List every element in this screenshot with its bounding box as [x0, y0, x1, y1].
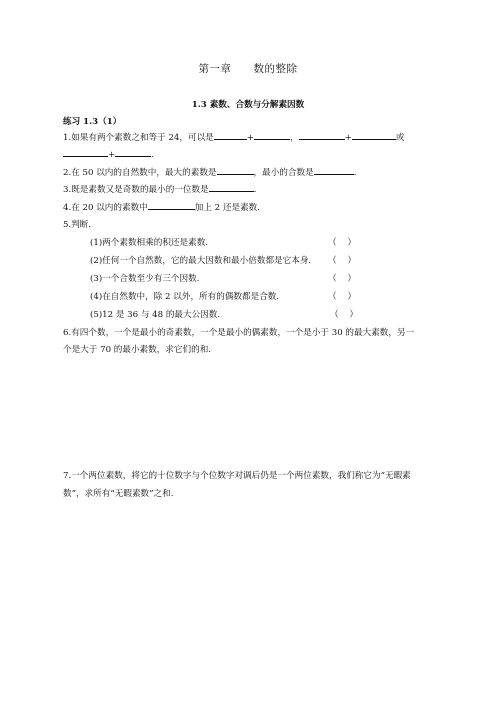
q2-blank-2[interactable]: [314, 166, 354, 175]
q1-plus-1: +: [246, 133, 254, 143]
judge-item-3: (3)一个合数至少有三个因数.: [90, 274, 200, 284]
q4-text-a: 4.在 20 以内的素数中: [63, 203, 148, 213]
judge-item-4: (4)在自然数中，除 2 以外，所有的偶数都是合数.: [90, 292, 280, 302]
judge-paren-1[interactable]: （ ）: [328, 238, 357, 248]
chapter-label: 第一章: [198, 63, 232, 75]
question-1: [63, 131, 404, 144]
question-3: [63, 183, 256, 196]
q2-blank-1[interactable]: [217, 166, 254, 175]
q1-blank-3[interactable]: [299, 131, 345, 140]
q2-text-b: ，最小的合数是: [253, 168, 314, 178]
q3-blank[interactable]: [209, 183, 254, 192]
question-6-line-2: 个是大于 70 的最小素数，求它们的和.: [63, 345, 212, 355]
q1-blank-4[interactable]: [352, 131, 396, 140]
q1-plus-3: +: [108, 150, 116, 160]
q3-text: 3.既是素数又是奇数的最小的一位数是: [63, 185, 209, 195]
question-5-label: 5.判断.: [63, 220, 92, 230]
q1-blank-2[interactable]: [254, 131, 290, 140]
question-7-line-2: 数”，求所有“无暇素数”之和.: [63, 489, 174, 499]
chapter-name: 数的整除: [253, 63, 298, 75]
q1-blank-5[interactable]: [63, 148, 108, 157]
judge-paren-4[interactable]: （ ）: [328, 292, 357, 302]
judge-item-5: (5)12 是 36 与 48 的最大公因数.: [90, 310, 221, 320]
chapter-title: [0, 61, 496, 76]
q3-end: .: [253, 185, 257, 195]
question-7-line-1: 7.一个两位素数，将它的十位数字与个位数字对调后仍是一个两位素数，我们称它为“无暇素: [63, 471, 411, 481]
exercise-label: 练习 1.3（1）: [63, 117, 122, 127]
question-6-line-1: 6.有四个数，一个是最小的奇素数，一个是最小的偶素数，一个是小于 30 的最大素数，另一: [63, 328, 415, 338]
q2-end: .: [353, 168, 357, 178]
q2-text-a: 2.在 50 以内的自然数中，最大的素数是: [63, 168, 217, 178]
q1-blank-1[interactable]: [214, 131, 247, 140]
judge-paren-2[interactable]: （ ）: [328, 256, 357, 266]
judge-item-2: (2)任何一个自然数，它的最大因数和最小倍数都是它本身.: [90, 256, 312, 266]
q1-or: 或: [395, 133, 405, 143]
q4-blank[interactable]: [148, 201, 195, 210]
question-1-cont: [63, 148, 154, 161]
section-title: 1.3 素数、合数与分解素因数: [191, 100, 305, 110]
q4-text-b: 加上 2 还是素数.: [194, 203, 260, 213]
question-4: [63, 201, 260, 214]
q1-comma: ，: [289, 133, 299, 143]
q1-blank-6[interactable]: [115, 148, 151, 157]
judge-paren-5[interactable]: （ ）: [330, 310, 359, 320]
judge-paren-3[interactable]: （ ）: [328, 274, 357, 284]
question-2: [63, 166, 356, 179]
judge-item-1: (1)两个素数相乘的积还是素数.: [90, 238, 209, 248]
q1-text: 1.如果有两个素数之和等于 24，可以是: [63, 133, 214, 143]
q1-plus-2: +: [344, 133, 352, 143]
q1-end: .: [151, 150, 154, 160]
